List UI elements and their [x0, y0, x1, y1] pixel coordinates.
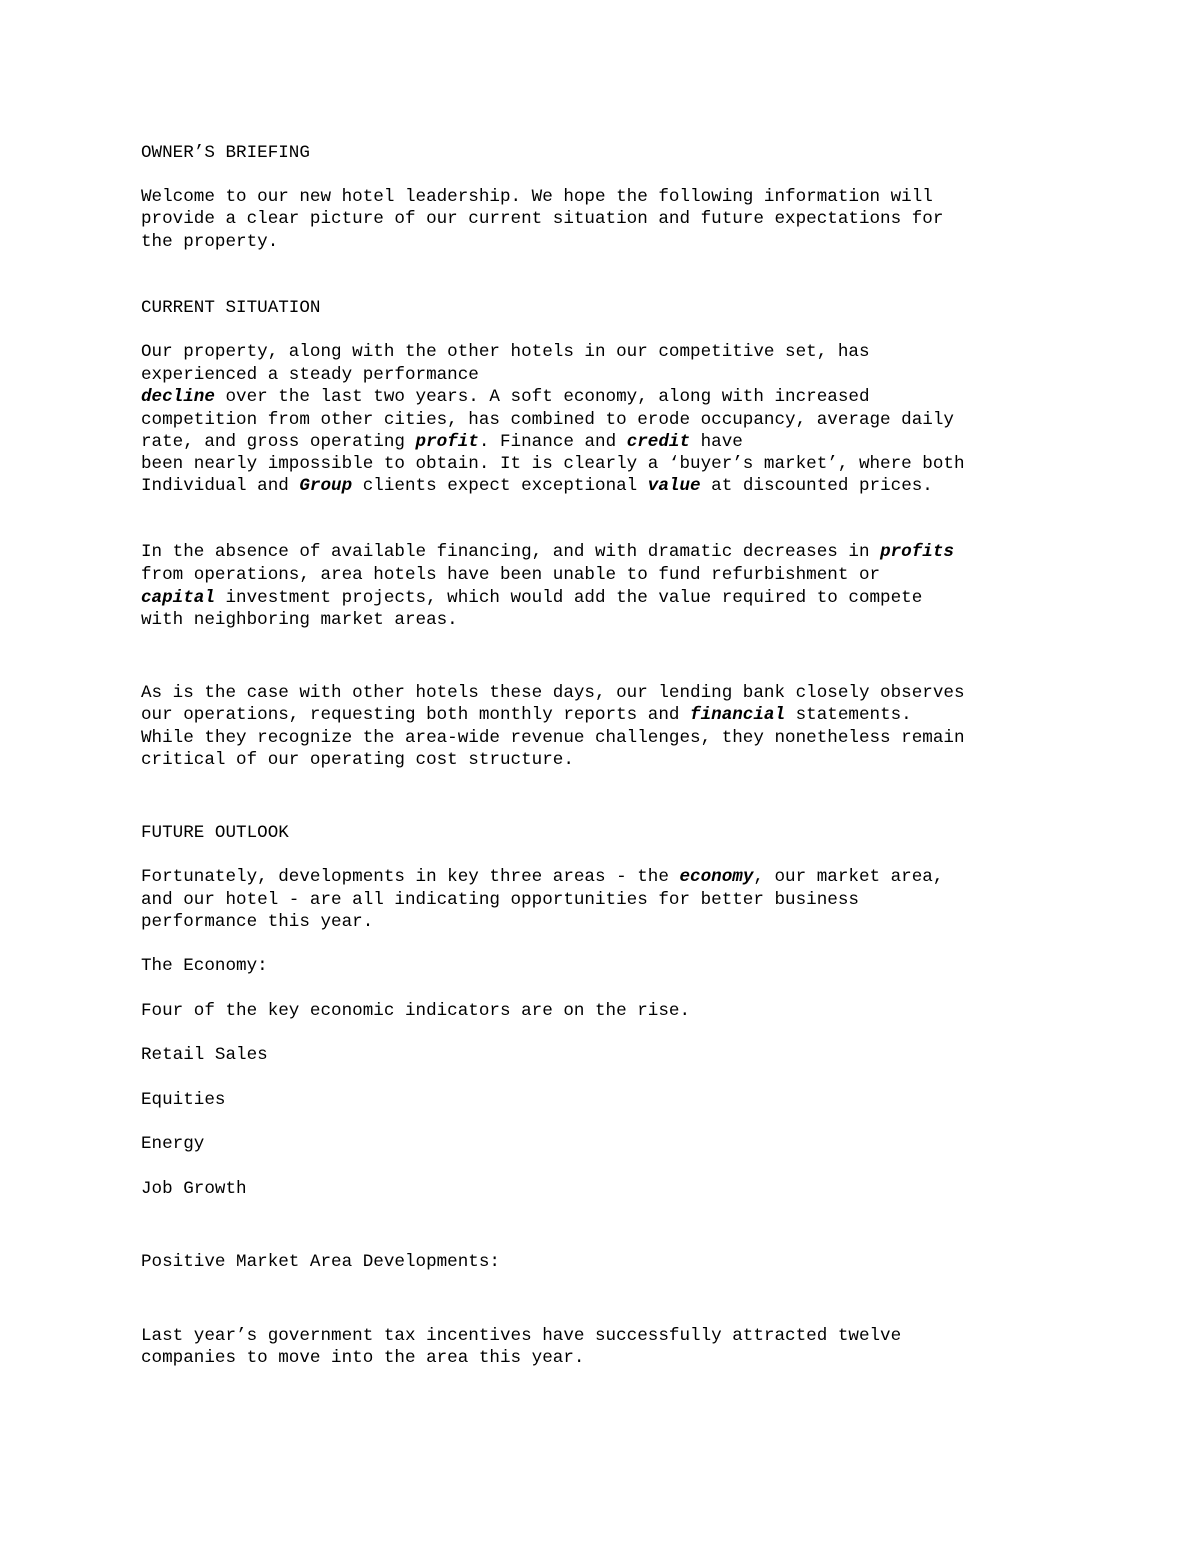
text-span: have	[690, 432, 743, 452]
keyword-credit: credit	[626, 432, 691, 452]
situation-p2-line-4: with neighboring market areas.	[141, 610, 458, 630]
text-span: our operations, requesting both monthly reports and	[141, 705, 691, 725]
situation-p3-line-1: As is the case with other hotels these days, our lending bank closely observes	[141, 683, 965, 703]
text-span: Individual and	[141, 476, 300, 496]
keyword-financial: financial	[690, 705, 786, 725]
market-heading: Positive Market Area Developments:	[141, 1252, 500, 1272]
economy-intro: Four of the key economic indicators are on the rise.	[141, 1001, 691, 1021]
text-span: rate, and gross operating	[141, 432, 416, 452]
intro-line-2: provide a clear picture of our current situation and future expectations for	[141, 209, 944, 229]
situation-p3-line-2	[141, 704, 912, 726]
intro-line-1: Welcome to our new hotel leadership. We hope the following information will	[141, 187, 933, 207]
situation-p3-line-4: critical of our operating cost structure.	[141, 750, 574, 770]
indicator-item: Energy	[141, 1134, 205, 1154]
current-situation-heading: CURRENT SITUATION	[141, 298, 321, 318]
market-p-line-2: companies to move into the area this year.	[141, 1348, 585, 1368]
situation-p1-line-3	[141, 386, 870, 408]
indicator-item: Retail Sales	[141, 1045, 268, 1065]
text-span: statements.	[785, 705, 912, 725]
text-span: , our market area,	[753, 867, 944, 887]
text-span: investment projects, which would add the value required to compete	[214, 588, 923, 608]
situation-p1-line-4: competition from other cities, has combined to erode occupancy, average daily	[141, 410, 954, 430]
text-span: . Finance and	[478, 432, 627, 452]
document-title: OWNER’S BRIEFING	[141, 143, 310, 163]
text-span: Fortunately, developments in key three areas - the	[141, 867, 680, 887]
text-span: over the last two years. A soft economy, along with increased	[214, 387, 870, 407]
keyword-value: value	[647, 476, 701, 496]
outlook-p1-line-1	[141, 866, 943, 888]
outlook-p1-line-2: and our hotel - are all indicating opportunities for better business	[141, 890, 859, 910]
keyword-group: Group	[299, 476, 353, 496]
situation-p1-line-6: been nearly impossible to obtain. It is clearly a ‘buyer’s market’, where both	[141, 454, 965, 474]
text-span: In the absence of available financing, and with dramatic decreases in	[141, 542, 881, 562]
situation-p1-line-1: Our property, along with the other hotels in our competitive set, has	[141, 342, 870, 362]
intro-line-3: the property.	[141, 232, 279, 252]
keyword-economy: economy	[679, 867, 754, 887]
indicator-item: Job Growth	[141, 1179, 247, 1199]
situation-p1-line-5	[141, 431, 743, 453]
situation-p3-line-3: While they recognize the area-wide revenue challenges, they nonetheless remain	[141, 728, 965, 748]
indicator-item: Equities	[141, 1090, 226, 1110]
keyword-profit: profit	[415, 432, 479, 452]
outlook-p1-line-3: performance this year.	[141, 912, 374, 932]
future-outlook-heading: FUTURE OUTLOOK	[141, 823, 289, 843]
text-span: clients expect exceptional	[352, 476, 648, 496]
situation-p1-line-7	[141, 475, 933, 497]
situation-p2-line-2: from operations, area hotels have been unable to fund refurbishment or	[141, 565, 881, 585]
text-span: at discounted prices.	[700, 476, 933, 496]
keyword-capital: capital	[141, 588, 215, 608]
situation-p1-line-2: experienced a steady performance	[141, 365, 479, 385]
keyword-decline: decline	[141, 387, 215, 407]
situation-p2-line-3	[141, 587, 922, 609]
economy-heading: The Economy:	[141, 956, 268, 976]
situation-p2-line-1	[141, 541, 954, 563]
market-p-line-1: Last year’s government tax incentives have successfully attracted twelve	[141, 1326, 902, 1346]
keyword-profits: profits	[880, 542, 954, 562]
